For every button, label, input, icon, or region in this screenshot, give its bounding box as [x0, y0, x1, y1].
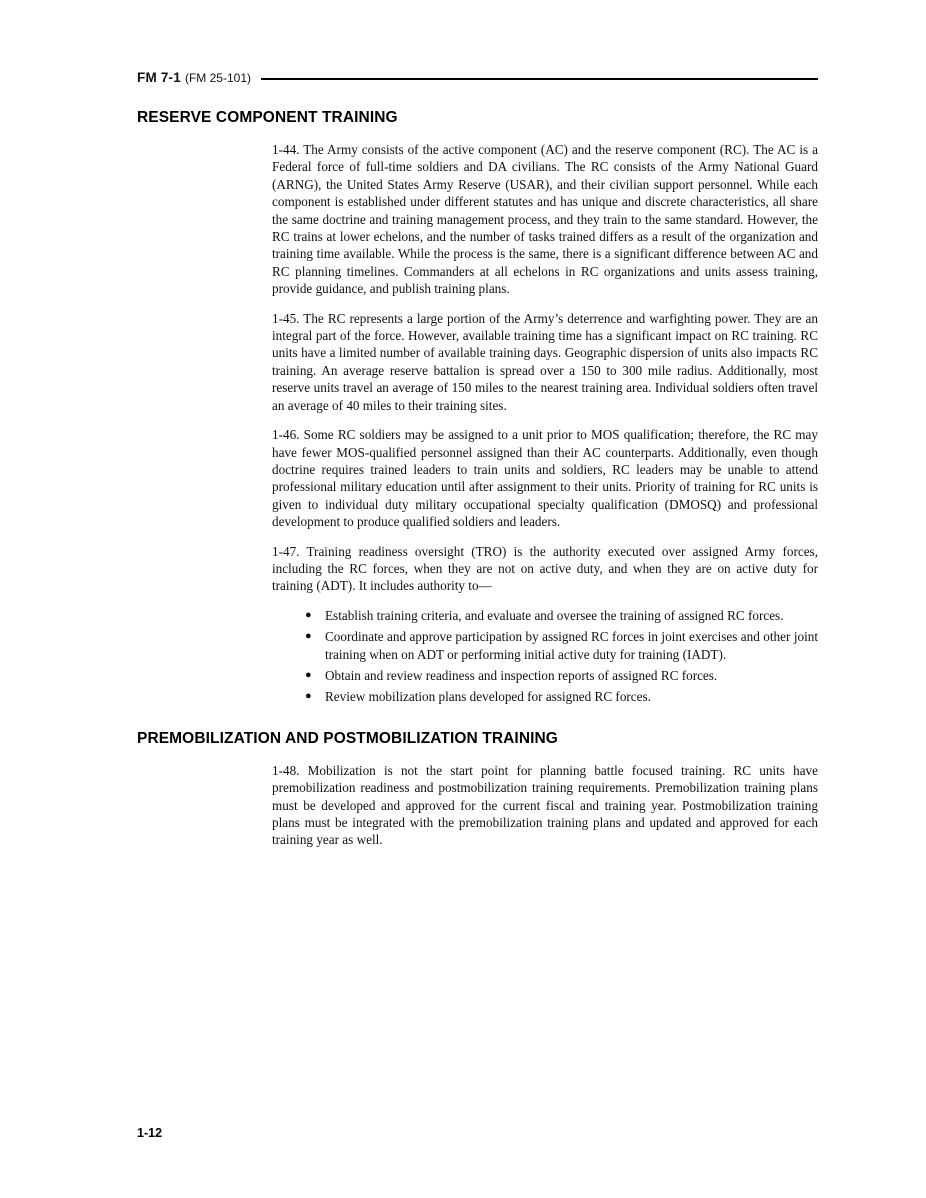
- bullet-item: [305, 607, 818, 624]
- section-heading-premobilization-postmobilization: PREMOBILIZATION AND POSTMOBILIZATION TRAINING: [137, 729, 558, 747]
- bullet-item: [305, 688, 818, 705]
- paragraph-1-48: 1-48. Mobilization is not the start point for planning battle focused training. RC units have premobilization readiness and postmobilization training requirements. Premobilization training plans must be developed and approved for the current fiscal and training year. Postmobilization training plans must be integrated with the premobilization training plans and updated and approved for each training year as well.: [272, 762, 818, 848]
- paragraph-1-46: 1-46. Some RC soldiers may be assigned to a unit prior to MOS qualification; therefore, the RC may have fewer MOS-qualified personnel assigned than their AC counterparts. Additionally, even though doctrine requires trained leaders to train units and soldiers, RC leaders may be unable to attend professional military education until after assignment to their units. Priority of training for RC units is given to individual duty military occupational specialty qualification (DMOSQ) and professional development to produce qualified soldiers and leaders.: [272, 427, 818, 530]
- section-heading-reserve-component-training: RESERVE COMPONENT TRAINING: [137, 109, 398, 126]
- bullet-item: [305, 628, 818, 663]
- bullet-item: [305, 667, 818, 684]
- header-rule: [261, 78, 818, 80]
- bullet-icon: ●: [305, 608, 312, 621]
- section-premobilization-postmobilization-training: [137, 730, 818, 849]
- bullet-icon: ●: [305, 690, 312, 703]
- page-number: 1-12: [137, 1126, 163, 1140]
- bullet-item-text: Establish training criteria, and evaluate and oversee the training of assigned RC forces.: [325, 607, 784, 623]
- page-header: [137, 70, 818, 85]
- document-id-main: FM 7-1: [137, 70, 181, 85]
- bullet-item-text: Obtain and review readiness and inspection reports of assigned RC forces.: [325, 667, 718, 683]
- paragraph-1-45: 1-45. The RC represents a large portion of the Army’s deterrence and warfighting power. They are an integral part of the force. However, available training time has a significant impact on RC training. RC units have a limited number of available training days. Geographic dispersion of units also impacts RC training. An average reserve battalion is spread over a 150 to 300 mile radius. Additionally, most reserve units travel an average of 150 miles to the nearest training area. Individual soldiers often travel an average of 40 miles to their training sites.: [272, 310, 818, 413]
- bullet-icon: ●: [305, 630, 312, 643]
- paragraph-1-47: 1-47. Training readiness oversight (TRO) is the authority executed over assigned Army forces, including the RC forces, when they are not on active duty, and when they are on active duty for training (ADT). It includes authority to—: [272, 543, 818, 594]
- section-body: [272, 141, 818, 706]
- bullet-item-text: Review mobilization plans developed for assigned RC forces.: [325, 689, 651, 705]
- bullet-item-text: Coordinate and approve participation by assigned RC forces in joint exercises and other joint training when on ADT or performing initial active duty for training (IADT).: [325, 629, 818, 662]
- bullet-icon: ●: [305, 668, 312, 681]
- document-id-sub: (FM 25-101): [184, 70, 251, 85]
- authority-bullet-list: [272, 607, 818, 706]
- section-reserve-component-training: [137, 109, 818, 706]
- paragraph-1-44: 1-44. The Army consists of the active component (AC) and the reserve component (RC). The AC is a Federal force of full-time soldiers and DA civilians. The RC consists of the Army National Guard (ARNG), the United States Army Reserve (USAR), and their civilian support personnel. While each component is established under different statutes and has unique and discrete characteristics, all share the same doctrine and training management process, and they train to the same standard. However, the RC trains at lower echelons, and the number of tasks trained differs as a result of the organization and training time available. While the process is the same, there is a significant difference between AC and RC planning timelines. Commanders at all echelons in RC organizations and units assess training, provide guidance, and publish training plans.: [272, 142, 818, 297]
- section-body: [272, 762, 818, 849]
